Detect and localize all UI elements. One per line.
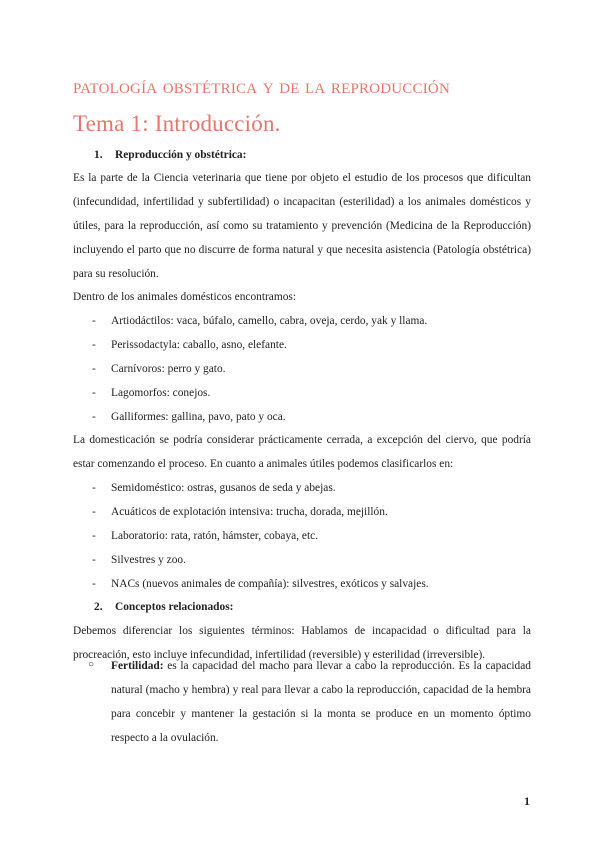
circle-bullet-icon: ○ bbox=[88, 659, 95, 670]
section-1-paragraph-2: Dentro de los animales domésticos encontramos: bbox=[73, 291, 297, 303]
list-dash: - bbox=[92, 411, 96, 423]
list-item: Lagomorfos: conejos. bbox=[111, 387, 211, 399]
document-title: patología obstétrica y de la reproducción bbox=[73, 74, 450, 98]
list-item: Semidoméstico: ostras, gusanos de seda y abejas. bbox=[111, 482, 336, 494]
section-2-heading bbox=[94, 595, 394, 619]
fertilidad-paragraph bbox=[111, 654, 531, 750]
list-item: Perissodactyla: caballo, asno, elefante. bbox=[111, 339, 287, 351]
list-item: Galliformes: gallina, pavo, pato y oca. bbox=[111, 411, 286, 423]
list-dash: - bbox=[92, 339, 96, 351]
list-item: Acuáticos de explotación intensiva: trucha, dorada, mejillón. bbox=[111, 506, 388, 518]
section-2-paragraph-1: Debemos diferenciar los siguientes términos: Hablamos de incapacidad o dificultad para la procreación, esto incluye infecundidad, infertilidad (reversible) y esterilidad (irreversible). bbox=[73, 625, 531, 661]
section-1-paragraph-1: Es la parte de la Ciencia veterinaria que tiene por objeto el estudio de los procesos que dificultan (infecundidad, infertilidad y subfertilidad) o incapacitan (esterilidad) a los animales domésticos y útiles, para la reproducción, así como su tratamiento y prevención (Medicina de la Reproducción) incluyendo el parto que no discurre de forma natural y que necesita asistencia (Patología obstétrica) para su resolución. bbox=[73, 172, 531, 280]
list-dash: - bbox=[92, 554, 96, 566]
section-2-title: Conceptos relacionados: bbox=[115, 601, 234, 613]
fertilidad-term: Fertilidad: bbox=[111, 660, 164, 672]
section-1-title: Reproducción y obstétrica: bbox=[115, 149, 247, 161]
list-dash: - bbox=[92, 387, 96, 399]
list-dash: - bbox=[92, 315, 96, 327]
list-dash: - bbox=[92, 578, 96, 590]
document-subtitle: Tema 1: Introducción. bbox=[73, 111, 281, 136]
fertilidad-definition: es la capacidad del macho para llevar a cabo la reproducción. Es la capacidad natural (macho y hembra) y real para llevar a cabo la reproducción, capacidad de la hembra para concebir y mantener la gestación si la monta se produce en un momento óptimo respecto a la ovulación. bbox=[111, 660, 531, 744]
list-dash: - bbox=[92, 482, 96, 494]
list-item: Silvestres y zoo. bbox=[111, 554, 186, 566]
page-number: 1 bbox=[524, 794, 530, 808]
list-item: Artiodáctilos: vaca, búfalo, camello, cabra, oveja, cerdo, yak y llama. bbox=[111, 315, 428, 327]
list-item: Laboratorio: rata, ratón, hámster, cobaya, etc. bbox=[111, 530, 319, 542]
list-item: NACs (nuevos animales de compañía): silvestres, exóticos y salvajes. bbox=[111, 578, 429, 590]
list-item: Carnívoros: perro y gato. bbox=[111, 363, 226, 375]
section-1-number: 1. bbox=[94, 149, 103, 161]
section-1-heading bbox=[94, 143, 394, 167]
list-dash: - bbox=[92, 506, 96, 518]
section-1-paragraph-3: La domesticación se podría considerar prácticamente cerrada, a excepción del ciervo, que podría estar comenzando el proceso. En cuanto a animales útiles podemos clasificarlos en: bbox=[73, 434, 531, 470]
section-2-number: 2. bbox=[94, 601, 103, 613]
list-dash: - bbox=[92, 363, 96, 375]
list-dash: - bbox=[92, 530, 96, 542]
